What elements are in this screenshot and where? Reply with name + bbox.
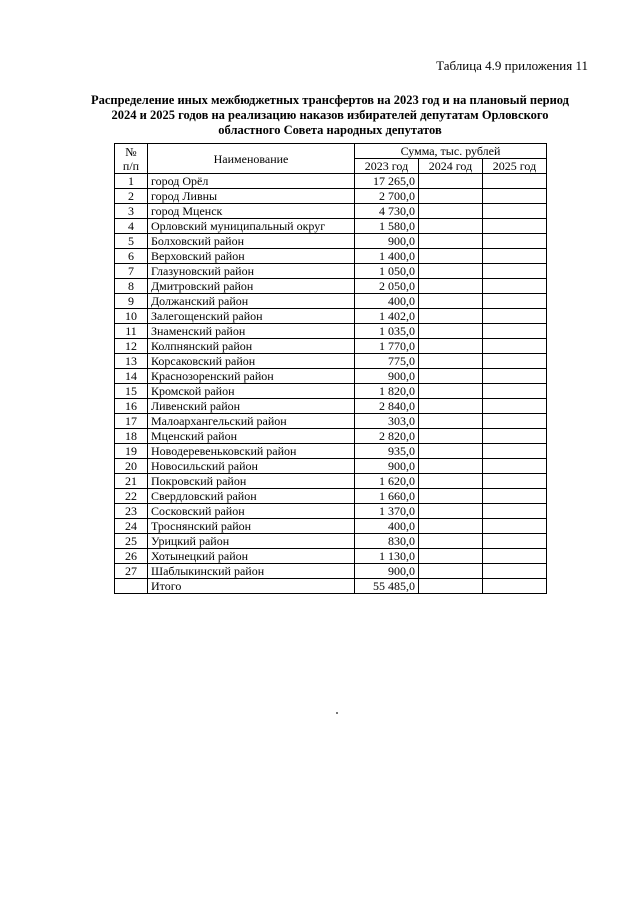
document-title <box>70 93 590 138</box>
title-line-1: Распределение иных межбюджетных трансфертов на 2023 год и на плановый период <box>90 93 570 107</box>
row-2024-value <box>419 459 483 474</box>
column-header-number-line1: № <box>125 144 137 159</box>
row-number: 12 <box>115 339 148 354</box>
row-number: 11 <box>115 324 148 339</box>
row-name: Ливенский район <box>148 399 355 414</box>
transfers-table <box>114 143 547 594</box>
row-number: 21 <box>115 474 148 489</box>
row-name: Малоархангельский район <box>148 414 355 429</box>
row-2025-value <box>483 204 547 219</box>
row-2023-value: 1 580,0 <box>355 219 419 234</box>
row-2025-value <box>483 354 547 369</box>
row-2025-value <box>483 369 547 384</box>
row-number: 6 <box>115 249 148 264</box>
total-number-cell <box>115 579 148 594</box>
row-name: Сосковский район <box>148 504 355 519</box>
row-2024-value <box>419 549 483 564</box>
table-body <box>115 174 547 579</box>
row-name: Знаменский район <box>148 324 355 339</box>
table-row <box>115 429 547 444</box>
row-2025-value <box>483 534 547 549</box>
row-2025-value <box>483 399 547 414</box>
table-row <box>115 189 547 204</box>
row-2024-value <box>419 504 483 519</box>
row-2023-value: 400,0 <box>355 294 419 309</box>
row-number: 4 <box>115 219 148 234</box>
row-2023-value: 1 402,0 <box>355 309 419 324</box>
row-2023-value: 303,0 <box>355 414 419 429</box>
row-2023-value: 1 130,0 <box>355 549 419 564</box>
row-2025-value <box>483 384 547 399</box>
row-2023-value: 1 400,0 <box>355 249 419 264</box>
table-row <box>115 174 547 189</box>
row-2024-value <box>419 174 483 189</box>
row-2024-value <box>419 429 483 444</box>
row-2024-value <box>419 249 483 264</box>
row-name: Хотынецкий район <box>148 549 355 564</box>
row-2023-value: 1 370,0 <box>355 504 419 519</box>
row-name: Новосильский район <box>148 459 355 474</box>
row-name: Верховский район <box>148 249 355 264</box>
row-2023-value: 1 050,0 <box>355 264 419 279</box>
row-number: 14 <box>115 369 148 384</box>
row-2024-value <box>419 294 483 309</box>
row-2024-value <box>419 339 483 354</box>
column-header-number <box>115 144 148 174</box>
row-2025-value <box>483 414 547 429</box>
column-header-name: Наименование <box>148 144 355 174</box>
row-name: Кромской район <box>148 384 355 399</box>
row-2024-value <box>419 414 483 429</box>
row-2023-value: 1 770,0 <box>355 339 419 354</box>
scan-speck <box>336 712 338 714</box>
total-2024-value <box>419 579 483 594</box>
table-row <box>115 204 547 219</box>
row-2023-value: 775,0 <box>355 354 419 369</box>
row-number: 26 <box>115 549 148 564</box>
row-2023-value: 830,0 <box>355 534 419 549</box>
row-2023-value: 4 730,0 <box>355 204 419 219</box>
row-2025-value <box>483 189 547 204</box>
row-2024-value <box>419 474 483 489</box>
row-name: город Орёл <box>148 174 355 189</box>
row-2025-value <box>483 504 547 519</box>
row-2023-value: 1 820,0 <box>355 384 419 399</box>
row-2023-value: 1 660,0 <box>355 489 419 504</box>
table-row <box>115 324 547 339</box>
row-2024-value <box>419 369 483 384</box>
row-2024-value <box>419 444 483 459</box>
row-2023-value: 2 700,0 <box>355 189 419 204</box>
row-2024-value <box>419 354 483 369</box>
row-2025-value <box>483 279 547 294</box>
table-row <box>115 414 547 429</box>
row-name: Свердловский район <box>148 489 355 504</box>
table-row <box>115 369 547 384</box>
row-number: 8 <box>115 279 148 294</box>
row-2025-value <box>483 234 547 249</box>
row-number: 17 <box>115 414 148 429</box>
column-header-2024: 2024 год <box>419 159 483 174</box>
table-row <box>115 474 547 489</box>
row-name: Орловский муниципальный округ <box>148 219 355 234</box>
row-2025-value <box>483 294 547 309</box>
row-name: Троснянский район <box>148 519 355 534</box>
row-number: 13 <box>115 354 148 369</box>
row-number: 3 <box>115 204 148 219</box>
row-number: 25 <box>115 534 148 549</box>
table-row <box>115 384 547 399</box>
row-2023-value: 900,0 <box>355 369 419 384</box>
row-name: Урицкий район <box>148 534 355 549</box>
table-row <box>115 534 547 549</box>
row-name: Покровский район <box>148 474 355 489</box>
row-name: Должанский район <box>148 294 355 309</box>
row-2023-value: 17 265,0 <box>355 174 419 189</box>
row-number: 19 <box>115 444 148 459</box>
row-2024-value <box>419 309 483 324</box>
table-row <box>115 279 547 294</box>
row-2025-value <box>483 489 547 504</box>
row-name: Мценский район <box>148 429 355 444</box>
row-2025-value <box>483 474 547 489</box>
row-2023-value: 935,0 <box>355 444 419 459</box>
total-label: Итого <box>148 579 355 594</box>
row-2025-value <box>483 249 547 264</box>
title-line-2: 2024 и 2025 годов на реализацию наказов избирателей депутатам Орловского <box>111 108 549 122</box>
table-row <box>115 354 547 369</box>
row-number: 1 <box>115 174 148 189</box>
row-2023-value: 900,0 <box>355 459 419 474</box>
row-2023-value: 2 050,0 <box>355 279 419 294</box>
row-2024-value <box>419 519 483 534</box>
table-row <box>115 444 547 459</box>
row-number: 18 <box>115 429 148 444</box>
row-2025-value <box>483 219 547 234</box>
row-number: 10 <box>115 309 148 324</box>
row-2024-value <box>419 264 483 279</box>
column-header-2025: 2025 год <box>483 159 547 174</box>
row-2023-value: 900,0 <box>355 564 419 579</box>
table-row <box>115 339 547 354</box>
row-name: город Ливны <box>148 189 355 204</box>
row-2025-value <box>483 324 547 339</box>
total-2025-value <box>483 579 547 594</box>
table-row <box>115 489 547 504</box>
table-row <box>115 249 547 264</box>
row-name: Краснозоренский район <box>148 369 355 384</box>
row-2025-value <box>483 174 547 189</box>
row-2024-value <box>419 384 483 399</box>
table-row <box>115 309 547 324</box>
table-row <box>115 564 547 579</box>
table-row <box>115 264 547 279</box>
row-number: 16 <box>115 399 148 414</box>
table-row <box>115 549 547 564</box>
table-row <box>115 294 547 309</box>
row-2024-value <box>419 279 483 294</box>
row-2025-value <box>483 519 547 534</box>
row-2025-value <box>483 339 547 354</box>
row-2024-value <box>419 324 483 339</box>
row-2023-value: 900,0 <box>355 234 419 249</box>
row-2024-value <box>419 189 483 204</box>
row-2023-value: 2 840,0 <box>355 399 419 414</box>
table-row <box>115 459 547 474</box>
row-name: Корсаковский район <box>148 354 355 369</box>
title-line-3: областного Совета народных депутатов <box>218 123 442 137</box>
row-name: Шаблыкинский район <box>148 564 355 579</box>
row-number: 15 <box>115 384 148 399</box>
table-row <box>115 234 547 249</box>
row-name: Новодеревеньковский район <box>148 444 355 459</box>
row-2024-value <box>419 204 483 219</box>
row-number: 20 <box>115 459 148 474</box>
row-number: 7 <box>115 264 148 279</box>
column-header-number-line2: п/п <box>122 158 140 173</box>
row-2025-value <box>483 444 547 459</box>
row-2025-value <box>483 459 547 474</box>
row-2025-value <box>483 264 547 279</box>
row-name: Глазуновский район <box>148 264 355 279</box>
row-2023-value: 1 035,0 <box>355 324 419 339</box>
row-number: 22 <box>115 489 148 504</box>
row-name: Залегощенский район <box>148 309 355 324</box>
row-2023-value: 400,0 <box>355 519 419 534</box>
table-row <box>115 519 547 534</box>
column-header-sum: Сумма, тыс. рублей <box>355 144 547 159</box>
row-name: Колпнянский район <box>148 339 355 354</box>
table-row <box>115 219 547 234</box>
table-row <box>115 399 547 414</box>
row-number: 5 <box>115 234 148 249</box>
row-2024-value <box>419 564 483 579</box>
row-number: 2 <box>115 189 148 204</box>
row-2024-value <box>419 399 483 414</box>
row-2025-value <box>483 429 547 444</box>
row-name: город Мценск <box>148 204 355 219</box>
column-header-2023: 2023 год <box>355 159 419 174</box>
row-2024-value <box>419 219 483 234</box>
row-number: 9 <box>115 294 148 309</box>
row-2024-value <box>419 534 483 549</box>
row-2025-value <box>483 564 547 579</box>
row-number: 23 <box>115 504 148 519</box>
row-name: Болховский район <box>148 234 355 249</box>
row-number: 24 <box>115 519 148 534</box>
row-2023-value: 2 820,0 <box>355 429 419 444</box>
table-row <box>115 504 547 519</box>
row-2023-value: 1 620,0 <box>355 474 419 489</box>
total-2023-value: 55 485,0 <box>355 579 419 594</box>
row-2024-value <box>419 489 483 504</box>
row-2025-value <box>483 549 547 564</box>
appendix-reference: Таблица 4.9 приложения 11 <box>436 58 588 73</box>
row-2025-value <box>483 309 547 324</box>
total-row <box>115 579 547 594</box>
row-2024-value <box>419 234 483 249</box>
row-name: Дмитровский район <box>148 279 355 294</box>
row-number: 27 <box>115 564 148 579</box>
